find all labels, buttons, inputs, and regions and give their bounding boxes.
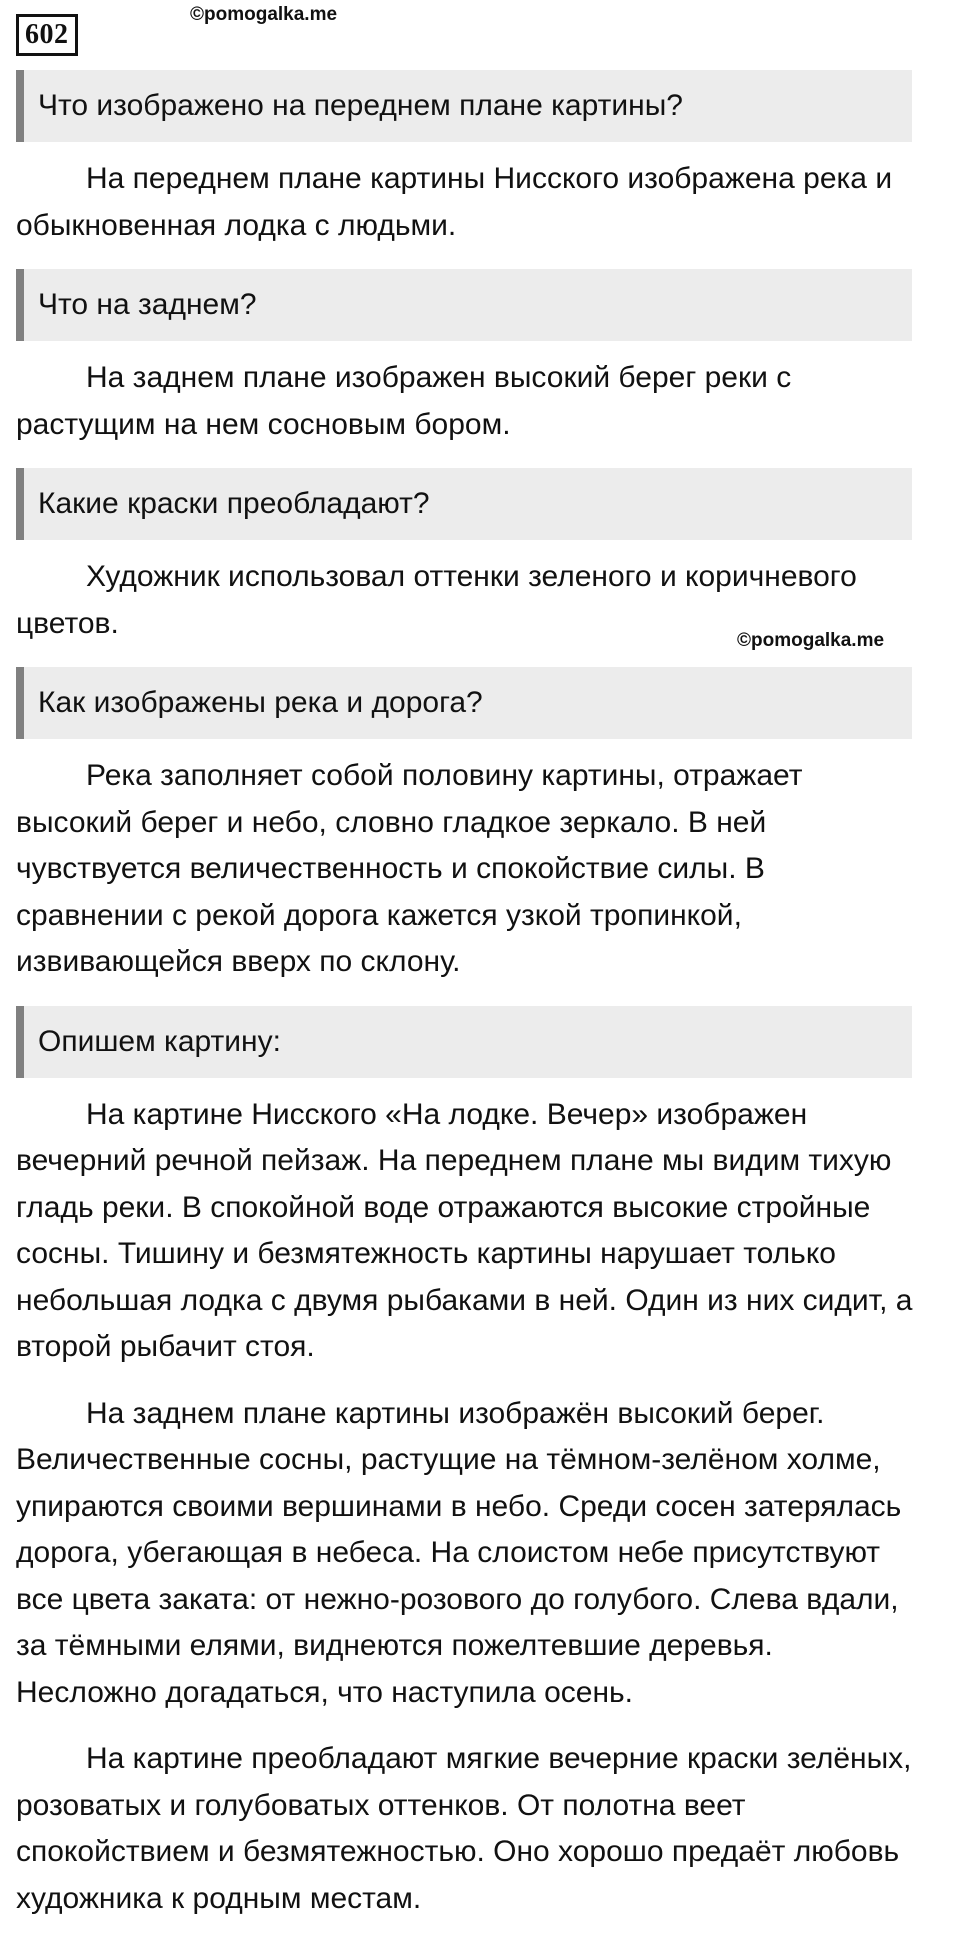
answer-2: На заднем плане изображен высокий берег реки с растущим на нем сосновым бором. (16, 361, 792, 441)
question-3: Какие краски преобладают? (16, 468, 912, 540)
question-5: Опишем картину: (16, 1006, 912, 1078)
watermark-mid: ©pomogalka.me (737, 630, 885, 651)
content (16, 70, 912, 1942)
question-4: Как изображены река и дорога? (16, 667, 912, 739)
answer-3: Художник использовал оттенки зеленого и коричневого цветов. (16, 560, 857, 640)
description-paragraph-1: На картине Нисского «На лодке. Вечер» изображен вечерний речной пейзаж. На переднем плане мы видим тихую гладь реки. В спокойной воде отражаются высокие стройные сосны. Тишину и безмятежность картины нарушает только небольшая лодка с двумя рыбаками в ней. Один из них сидит, а второй рыбачит стоя. (16, 1097, 913, 1363)
question-2: Что на заднем? (16, 269, 912, 341)
answer-4: Река заполняет собой половину картины, отражает высокий берег и небо, словно гладкое зеркало. В ней чувствуется величественность и спокойствие силы. В сравнении с рекой дорога кажется узкой тропинкой, извивающейся вверх по склону. (16, 759, 803, 978)
description-paragraph-3: На картине преобладают мягкие вечерние краски зелёных, розоватых и голубоватых оттенков. От полотна веет спокойствием и безмятежностью. Оно хорошо предаёт любовь художника к родным местам. (16, 1742, 912, 1915)
question-1: Что изображено на переднем плане картины? (16, 70, 912, 142)
description-paragraph-2: На заднем плане картины изображён высокий берег. Величественные сосны, растущие на тёмном-зелёном холме, упираются своими вершинами в небо. Среди сосен затерялась дорога, убегающая в небеса. На слоистом небе присутствуют все цвета заката: от нежно-розового до голубого. Слева вдали, за тёмными елями, виднеются пожелтевшие деревья. Несложно догадаться, что наступила осень. (16, 1396, 902, 1709)
answer-1: На переднем плане картины Нисского изображена река и обыкновенная лодка с людьми. (16, 162, 893, 242)
task-number-badge: 602 (16, 14, 78, 56)
watermark-top: ©pomogalka.me (190, 4, 338, 25)
